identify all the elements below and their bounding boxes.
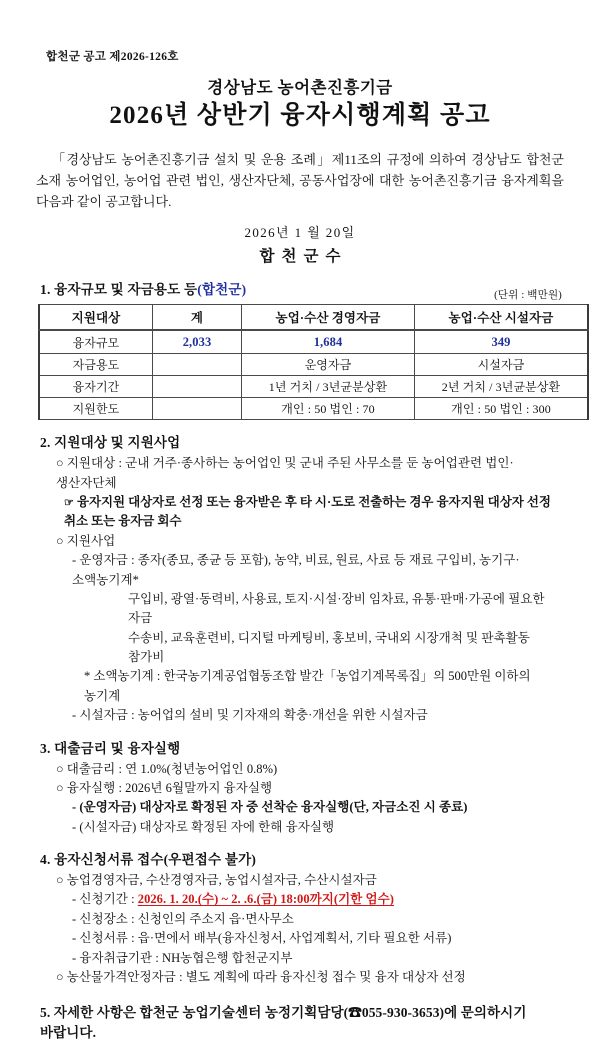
spacer (34, 729, 566, 737)
page-title: 2026년 상반기 융자시행계획 공고 (109, 101, 491, 129)
fund-types-line: ○ 농업경영자금, 수산경영자금, 농업시설자금, 수산시설자금 (56, 873, 377, 888)
col-header-total: 계 (153, 305, 242, 331)
application-place-line: - 신청장소 : 신청인의 주소지 읍·면사무소 (72, 911, 294, 926)
funding-table-body (39, 330, 588, 420)
intro-paragraph: 「경상남도 농어촌진흥기금 설치 및 운용 조례」제11조의 규정에 의하여 경상남도 합천군 소재 농어업인, 농어업 관련 법인, 생산자단체, 공동사업장에 대한 농어촌진흥기금 융자계획을 다음과 같이 공고합니다. (36, 152, 564, 210)
table-row (39, 330, 588, 354)
document-number: 합천군 공고 제2026-126호 (46, 51, 179, 63)
section-1-heading-region: (합천군) (197, 282, 247, 298)
relocation-warning-text: 융자지원 대상자로 선정 또는 융자받은 후 타 시·도로 전출하는 경우 융자지원 대상자 선정 취소 또는 융자금 회수 (64, 495, 551, 529)
row-facility-value: 2년 거치 / 3년균분상환 (415, 376, 589, 398)
row-total-value (153, 376, 242, 398)
loan-execution-facility-line: - (시설자금) 대상자로 확정된 자에 한해 융자실행 (72, 819, 335, 834)
interest-rate-line: ○ 대출금리 : 연 1.0%(청년농어업인 0.8%) (56, 761, 278, 776)
row-management-value: 개인 : 50 법인 : 70 (242, 398, 415, 420)
section-4-heading: 4. 융자신청서류 접수(우편접수 불가) (40, 852, 257, 868)
row-facility-value: 349 (415, 330, 589, 354)
title-block (34, 78, 566, 131)
row-facility-value: 시설자금 (415, 354, 589, 376)
application-period-line (72, 890, 566, 909)
row-label: 자금용도 (39, 354, 153, 376)
loan-execution-line: ○ 융자실행 : 2026년 6월말까지 융자실행 (56, 780, 273, 795)
support-project-line: ○ 지원사업 (56, 533, 116, 548)
funding-table (38, 304, 589, 420)
loan-execution-operating-line: - (운영자금) 대상자로 확정된 자 중 선착순 융자실행(단, 자금소진 시 종료) (72, 800, 468, 815)
row-management-value: 1년 거치 / 3년균분상환 (242, 376, 415, 398)
row-label: 융자기간 (39, 376, 153, 398)
col-header-management-fund: 농업·수산 경영자금 (242, 305, 415, 331)
title-subtitle: 경상남도 농어촌진흥기금 (207, 78, 393, 97)
col-header-facility-fund: 농업·수산 시설자금 (415, 305, 589, 331)
section-1 (34, 278, 566, 420)
table-header-row (39, 305, 588, 331)
small-machinery-footnote: * 소액농기계 : 한국농기계공업협동조합 발간「농업기계목록집」의 500만원 이하의 농기계 (84, 669, 531, 703)
spacer (34, 840, 566, 848)
spacer (34, 423, 566, 431)
row-total-value: 2,033 (153, 330, 242, 354)
table-unit-note: (단위 : 백만원) (494, 290, 562, 302)
section-3-heading: 3. 대출금리 및 융자실행 (40, 740, 181, 756)
operating-fund-cont-1: 구입비, 광열·동력비, 사용료, 토지·시설·장비 임차료, 유통·판매·가공에 필요한 자금 (128, 591, 545, 626)
col-header-target: 지원대상 (39, 305, 153, 331)
application-period-value: 2026. 1. 20.(수) ~ 2. .6.(금) 18:00까지(기한 엄수) (137, 892, 394, 907)
row-management-value: 1,684 (242, 330, 415, 354)
pointing-hand-icon: ☞ (64, 497, 74, 510)
issue-date: 2026년 1 월 20일 (244, 225, 356, 241)
funding-table-head (39, 305, 588, 331)
relocation-warning-line (64, 493, 566, 532)
handling-bank-line: - 융자취급기관 : NH농협은행 합천군지부 (72, 950, 293, 965)
section-3 (34, 737, 566, 838)
operating-fund-cont-2: 수송비, 교육훈련비, 디지털 마케팅비, 홍보비, 국내외 시장개척 및 판촉활동 참가비 (128, 630, 530, 665)
section-2 (34, 431, 566, 725)
table-row (39, 398, 588, 420)
row-total-value (153, 398, 242, 420)
price-stabilization-fund-line: ○ 농산물가격안정자금 : 별도 계획에 따라 융자신청 접수 및 융자 대상자 선정 (56, 969, 466, 984)
issuer-title: 합천군수 (259, 248, 348, 266)
application-documents-line: - 신청서류 : 읍·면에서 배부(융자신청서, 사업계획서, 기타 필요한 서류) (72, 931, 452, 946)
row-total-value (153, 354, 242, 376)
row-label: 융자규모 (39, 330, 153, 354)
row-facility-value: 개인 : 50 법인 : 300 (415, 398, 589, 420)
section-2-heading: 2. 지원대상 및 지원사업 (40, 435, 181, 451)
section-5-contact-line: 5. 자세한 사항은 합천군 농업기술센터 농정기획담당(☎055-930-3653)에 문의하시기 바랍니다. (40, 1005, 527, 1041)
facility-fund-line: - 시설자금 : 농어업의 설비 및 기자재의 확충·개선을 위한 시설자금 (72, 708, 428, 723)
operating-fund-line: - 운영자금 : 종자(종묘, 종균 등 포함), 농약, 비료, 원료, 사료 등 재료 구입비, 농기구·소액농기계* (72, 553, 520, 587)
application-period-label: - 신청기간 : (72, 892, 138, 907)
support-target-line: ○ 지원대상 : 군내 거주·종사하는 농어업인 및 군내 주된 사무소를 둔 농어업관련 법인·생산자단체 (56, 456, 514, 490)
row-label: 지원한도 (39, 398, 153, 420)
table-row (39, 376, 588, 398)
section-4 (34, 848, 566, 987)
section-1-heading-text: 1. 융자규모 및 자금용도 등 (40, 282, 198, 298)
table-row (39, 354, 588, 376)
row-management-value: 운영자금 (242, 354, 415, 376)
